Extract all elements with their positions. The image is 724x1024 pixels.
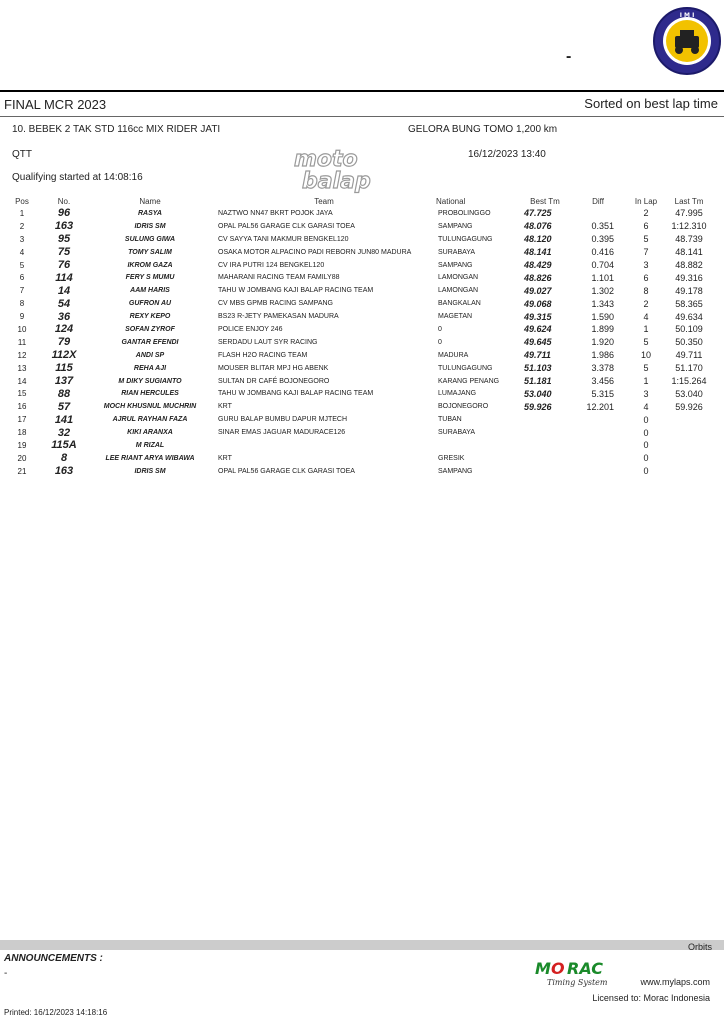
cell-inlap: 0	[643, 427, 649, 438]
cell-best: 48.826	[524, 272, 552, 283]
cell-inlap: 10	[640, 350, 651, 361]
cell-national: LAMONGAN	[438, 287, 479, 295]
imi-logo-icon	[652, 6, 722, 76]
cell-name: IDRIS SM	[134, 467, 166, 475]
cell-no: 79	[57, 336, 71, 349]
cell-pos: 3	[19, 234, 25, 244]
cell-no: 14	[57, 284, 71, 297]
cell-team: GURU BALAP BUMBU DAPUR MJTECH	[218, 416, 348, 424]
cell-name: ANDI SP	[135, 351, 165, 359]
cell-team: CV SAYYA TANI MAKMUR BENGKEL120	[218, 235, 349, 243]
cell-best	[518, 426, 572, 439]
cell-last: 49.178	[675, 285, 703, 296]
cell-pos: 21	[17, 466, 27, 476]
cell-last: 59.926	[675, 401, 703, 412]
cell-team: CV IRA PUTRI 124 BENGKEL120	[218, 261, 325, 269]
cell-diff: 1.920	[591, 337, 614, 348]
cell-diff: 1.590	[591, 311, 614, 322]
col-no: No.	[57, 197, 71, 206]
cell-team: MAHARANI RACING TEAM FAMILY88	[218, 274, 340, 282]
cell-national: TULUNGAGUNG	[438, 364, 493, 372]
table-row	[4, 349, 710, 362]
svg-text:RAC: RAC	[567, 959, 603, 978]
cell-name: RASYA	[138, 209, 162, 217]
cell-best: 47.725	[524, 208, 552, 219]
cell-last	[668, 413, 710, 426]
cell-inlap: 8	[643, 285, 649, 296]
cell-team: TAHU W JOMBANG KAJI BALAP RACING TEAM	[218, 390, 374, 398]
cell-pos: 11	[17, 337, 27, 347]
cell-name: REHA AJI	[133, 364, 167, 372]
cell-national: SURABAYA	[438, 248, 476, 256]
cell-no: 115	[55, 362, 73, 375]
col-inlap: In Lap	[634, 197, 658, 206]
table-row	[4, 220, 710, 233]
cell-pos: 17	[17, 415, 27, 425]
morac-logo-icon	[533, 958, 619, 988]
table-row	[4, 271, 710, 284]
cell-team: KRT	[218, 403, 232, 411]
cell-pos: 18	[17, 428, 27, 438]
col-pos: Pos	[15, 197, 29, 206]
footer-band	[0, 940, 724, 950]
cell-best: 49.027	[524, 285, 552, 296]
cell-inlap: 4	[643, 311, 649, 322]
table-row	[4, 426, 710, 439]
cell-no: 163	[54, 220, 74, 233]
cell-no: 114	[55, 271, 73, 284]
cell-pos: 12	[17, 350, 27, 360]
svg-text:M: M	[535, 959, 551, 978]
cell-name: AAM HARIS	[130, 287, 170, 295]
cell-best: 51.181	[524, 376, 552, 387]
cell-national: MAGETAN	[438, 313, 473, 321]
cell-best: 49.068	[524, 298, 552, 309]
cell-diff: 0.416	[591, 247, 614, 258]
table-row	[4, 375, 710, 388]
cell-no: 95	[57, 233, 71, 246]
cell-best: 48.076	[524, 221, 552, 232]
svg-text:O: O	[551, 959, 565, 978]
cell-team: MOUSER BLITAR MPJ HG ABENK	[218, 364, 329, 372]
col-best: Best Tm	[530, 197, 560, 206]
cell-pos: 1	[19, 208, 25, 218]
cell-last: 1:12.310	[671, 221, 707, 232]
cell-best: 49.645	[524, 337, 552, 348]
cell-name: GANTAR EFENDI	[121, 338, 179, 346]
qualifying-start: Qualifying started at 14:08:16	[12, 172, 143, 183]
cell-pos: 13	[17, 363, 27, 373]
cell-name: AJRUL RAYHAN FAZA	[112, 416, 188, 424]
cell-no: 32	[57, 426, 71, 439]
cell-name: IDRIS SM	[134, 222, 166, 230]
printed-timestamp: Printed: 16/12/2023 14:18:16	[4, 1008, 108, 1017]
cell-diff	[572, 207, 624, 220]
cell-inlap: 0	[643, 414, 649, 425]
cell-national: KARANG PENANG	[438, 377, 500, 385]
cell-national: BOJONEGORO	[438, 403, 489, 411]
cell-last	[668, 426, 710, 439]
cell-diff: 5.315	[591, 388, 614, 399]
cell-national: TUBAN	[438, 416, 462, 424]
motobalap-logo-icon	[288, 142, 378, 194]
cell-inlap: 0	[643, 453, 649, 464]
title-rule	[0, 116, 724, 117]
cell-national: SURABAYA	[438, 429, 476, 437]
venue: GELORA BUNG TOMO 1,200 km	[408, 124, 558, 135]
cell-team: OSAKA MOTOR ALPACINO PADI REBORN JUN80 MADURA	[218, 248, 412, 256]
cell-no: 75	[57, 246, 71, 259]
cell-team: SERDADU LAUT SYR RACING	[218, 338, 318, 346]
cell-best: 59.926	[524, 401, 552, 412]
cell-name: FERY S MUMU	[125, 274, 175, 282]
header-dash: -	[566, 48, 572, 65]
cell-diff: 12.201	[586, 401, 614, 412]
table-row	[4, 297, 710, 310]
cell-name: KIKI ARANXA	[127, 429, 173, 437]
cell-diff: 1.899	[591, 324, 614, 335]
cell-pos: 4	[19, 247, 25, 257]
cell-national: TULUNGAGUNG	[438, 235, 493, 243]
cell-diff: 3.378	[591, 363, 614, 374]
cell-pos: 15	[17, 389, 27, 399]
cell-best	[518, 439, 572, 452]
table-header	[4, 196, 710, 207]
cell-national: BANGKALAN	[438, 300, 481, 308]
cell-pos: 5	[19, 260, 25, 270]
page-title: FINAL MCR 2023	[4, 97, 107, 112]
cell-no: 137	[54, 375, 74, 388]
table-row	[4, 336, 710, 349]
cell-pos: 8	[19, 299, 25, 309]
cell-national: 0	[438, 325, 442, 333]
cell-diff	[572, 439, 624, 452]
cell-last: 49.634	[675, 311, 703, 322]
svg-text:moto: moto	[294, 147, 358, 172]
cell-pos: 10	[17, 324, 27, 334]
cell-best: 53.040	[524, 388, 552, 399]
cell-last: 49.711	[675, 350, 703, 361]
cell-no: 115A	[51, 439, 77, 452]
table-row	[4, 246, 710, 259]
table-row	[4, 465, 710, 478]
results-table	[4, 196, 710, 478]
cell-no: 57	[57, 400, 71, 413]
cell-last: 58.365	[675, 298, 703, 309]
col-team: Team	[314, 197, 334, 206]
cell-no: 54	[57, 297, 71, 310]
cell-national: MADURA	[438, 351, 469, 359]
cell-last: 50.109	[675, 324, 703, 335]
cell-best: 49.315	[524, 311, 552, 322]
cell-diff: 0.395	[591, 234, 614, 245]
cell-best	[518, 452, 572, 465]
cell-inlap: 2	[643, 298, 649, 309]
cell-team: SINAR EMAS JAGUAR MADURACE126	[218, 429, 346, 437]
race-class: 10. BEBEK 2 TAK STD 116cc MIX RIDER JATI	[12, 124, 221, 135]
license-text: Licensed to: Morac Indonesia	[592, 993, 710, 1003]
cell-diff	[572, 413, 624, 426]
cell-diff: 0.704	[591, 260, 614, 270]
table-row	[4, 400, 710, 413]
table-row	[4, 233, 710, 246]
cell-inlap: 2	[643, 208, 649, 219]
cell-best: 48.141	[524, 247, 552, 258]
cell-last: 47.995	[675, 208, 703, 219]
cell-diff: 1.302	[591, 285, 614, 296]
svg-text:Timing System: Timing System	[547, 978, 608, 987]
cell-last: 50.350	[675, 337, 703, 348]
cell-no: 8	[60, 452, 68, 465]
cell-name: MOCH KHUSNUL MUCHRIN	[103, 403, 197, 411]
cell-inlap: 6	[643, 272, 649, 283]
cell-last: 1:15.264	[671, 376, 707, 387]
cell-inlap: 6	[643, 221, 649, 232]
cell-pos: 20	[17, 453, 27, 463]
cell-diff	[572, 452, 624, 465]
cell-name: M RIZAL	[135, 441, 165, 449]
cell-diff: 1.343	[591, 298, 614, 309]
cell-inlap: 7	[643, 247, 649, 258]
cell-name: TOMY SALIM	[128, 248, 172, 256]
table-row	[4, 207, 710, 220]
cell-last	[668, 465, 710, 478]
cell-diff: 1.101	[591, 272, 614, 283]
cell-team: OPAL PAL56 GARAGE CLK GARASI TOEA	[218, 222, 355, 230]
col-national: National	[436, 197, 466, 206]
cell-inlap: 5	[643, 234, 649, 245]
sort-label: Sorted on best lap time	[584, 96, 718, 111]
cell-national: 0	[438, 338, 442, 346]
cell-name: SULUNG GIWA	[124, 235, 176, 243]
cell-national: LAMONGAN	[438, 274, 479, 282]
cell-team: FLASH H2O RACING TEAM	[218, 351, 308, 359]
cell-last: 48.739	[675, 234, 703, 245]
cell-name: REXY KEPO	[129, 313, 171, 321]
cell-team	[212, 439, 436, 452]
cell-name: SOFAN ZYROF	[125, 325, 175, 333]
cell-team: POLICE ENJOY 246	[218, 325, 283, 333]
table-row	[4, 387, 710, 400]
cell-national: LUMAJANG	[438, 390, 477, 398]
cell-inlap: 4	[643, 401, 649, 412]
cell-pos: 16	[17, 402, 27, 412]
mylaps-url[interactable]: www.mylaps.com	[640, 977, 710, 987]
cell-inlap: 0	[643, 440, 649, 451]
cell-best	[518, 465, 572, 478]
event-date: 16/12/2023 13:40	[468, 149, 546, 160]
cell-no: 112X	[51, 349, 77, 362]
table-row	[4, 284, 710, 297]
cell-pos: 9	[19, 312, 25, 322]
cell-inlap: 0	[643, 466, 649, 477]
cell-best: 48.120	[524, 234, 552, 245]
cell-best: 48.429	[524, 260, 552, 270]
cell-best: 49.711	[524, 350, 551, 361]
cell-last: 49.316	[675, 272, 703, 283]
table-row	[4, 439, 710, 452]
cell-pos: 6	[19, 273, 25, 283]
cell-diff	[572, 426, 624, 439]
table-row	[4, 362, 710, 375]
cell-inlap: 3	[643, 388, 649, 399]
table-row	[4, 323, 710, 336]
cell-last	[668, 439, 710, 452]
table-row	[4, 259, 710, 272]
cell-team: OPAL PAL56 GARAGE CLK GARASI TOEA	[218, 467, 355, 475]
cell-no: 96	[57, 207, 71, 220]
cell-diff	[572, 465, 624, 478]
cell-pos: 19	[17, 440, 27, 450]
cell-pos: 14	[17, 376, 27, 386]
cell-no: 76	[57, 259, 71, 271]
cell-team: CV MBS GPMB RACING SAMPANG	[218, 300, 333, 308]
header-rule	[0, 90, 724, 92]
col-name: Name	[139, 197, 161, 206]
orbits-label: Orbits	[687, 942, 712, 952]
cell-team: NAZTWO NN47 BKRT POJOK JAYA	[218, 209, 333, 217]
cell-no: 88	[57, 387, 71, 400]
cell-last: 48.141	[675, 247, 703, 258]
table-row	[4, 413, 710, 426]
cell-last: 48.882	[675, 260, 703, 270]
cell-inlap: 1	[643, 376, 649, 387]
announcements-text: -	[4, 968, 8, 979]
cell-team: SULTAN DR CAFÉ BOJONEGORO	[218, 377, 330, 385]
cell-best	[518, 413, 572, 426]
cell-national	[436, 439, 518, 452]
cell-no: 141	[54, 413, 74, 426]
cell-national: SAMPANG	[438, 261, 473, 269]
svg-text:balap: balap	[302, 169, 371, 194]
cell-last: 51.170	[675, 363, 703, 374]
cell-inlap: 5	[643, 363, 649, 374]
cell-name: M DIKY SUGIANTO	[118, 377, 182, 385]
cell-inlap: 5	[643, 337, 649, 348]
cell-team: BS23 R-JETY PAMEKASAN MADURA	[218, 313, 339, 321]
cell-no: 163	[54, 465, 74, 478]
announcements-heading: ANNOUNCEMENTS :	[4, 953, 103, 964]
cell-last	[668, 452, 710, 465]
cell-team: TAHU W JOMBANG KAJI BALAP RACING TEAM	[218, 287, 374, 295]
table-row	[4, 310, 710, 323]
cell-no: 124	[54, 323, 74, 336]
table-row	[4, 452, 710, 465]
cell-national: SAMPANG	[438, 222, 473, 230]
cell-team: KRT	[218, 454, 232, 462]
svg-text:I M I: I M I	[679, 12, 695, 19]
cell-name: GUFRON AU	[128, 300, 172, 308]
cell-pos: 2	[19, 221, 25, 231]
cell-pos: 7	[19, 286, 25, 296]
cell-name: RIAN HERCULES	[121, 390, 179, 398]
cell-national: GRESIK	[438, 454, 465, 462]
cell-no: 36	[57, 310, 71, 323]
cell-diff: 1.986	[591, 350, 614, 361]
col-last: Last Tm	[674, 197, 704, 206]
cell-national: PROBOLINGGO	[438, 209, 491, 217]
cell-best: 51.103	[524, 363, 552, 374]
cell-national: SAMPANG	[438, 467, 473, 475]
cell-name: LEE RIANT ARYA WIBAWA	[105, 454, 195, 462]
cell-best: 49.624	[524, 324, 552, 335]
cell-diff: 3.456	[591, 376, 614, 387]
cell-name: IKROM GAZA	[127, 261, 173, 269]
cell-diff: 0.351	[591, 221, 614, 232]
session-label: QTT	[12, 149, 32, 160]
cell-last: 53.040	[675, 388, 703, 399]
cell-inlap: 3	[643, 260, 649, 270]
cell-inlap: 1	[643, 324, 649, 335]
col-diff: Diff	[592, 197, 604, 206]
